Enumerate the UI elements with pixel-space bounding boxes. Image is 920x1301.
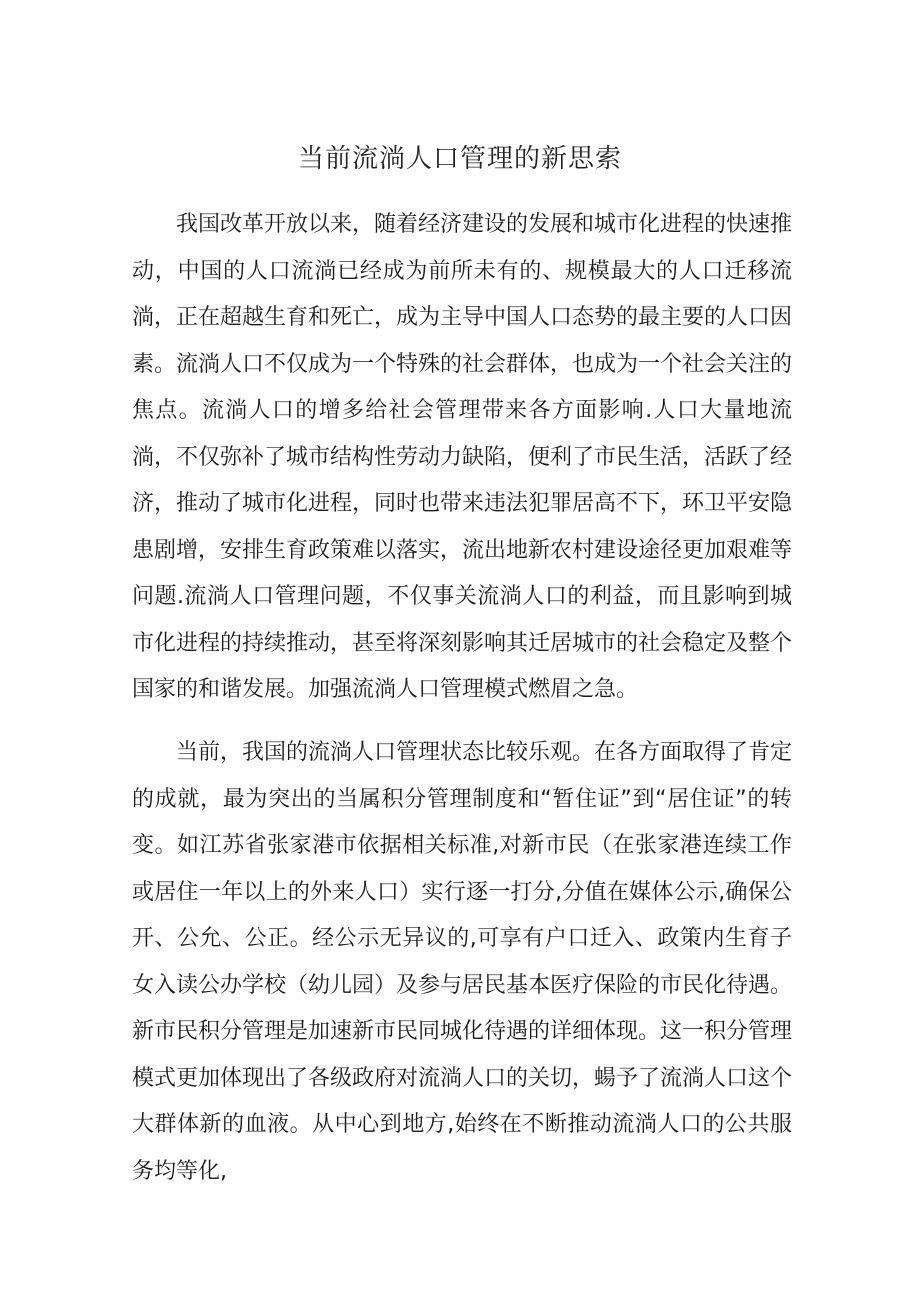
paragraph-2: 当前，我国的流淌人口管理状态比较乐观。在各方面取得了肯定的成就，最为突出的当属积分管理制度和“暂住证”到“居住证”的转变。如江苏省张家港市依据相关标准,对新市民（在张家港连续工作或居住一年以上的外来人口）实行逐一打分,分值在媒体公示,确保公开、公允、公正。经公示无异议的,可享有户口迁入、政策内生育子女入读公办学校（幼儿园）及参与居民基本医疗保险的市民化待遇。新市民积分管理是加速新市民同城化待遇的详细体现。这一积分管理模式更加体现出了各级政府对流淌人口的关切，蝪予了流淌人口这个大群体新的血液。从中心到地方,始终在不断推动流淌人口的公共服务均等化, xyxy=(132,740,793,1184)
paragraph-1: 我国改革开放以来，随着经济建设的发展和城市化进程的快速推动，中国的人口流淌已经成为前所未有的、规模最大的人口迁移流淌，正在超越生育和死亡，成为主导中国人口态势的最主要的人口因素。流淌人口不仅成为一个特殊的社会群体，也成为一个社会关注的焦点。流淌人口的增多给社会管理带来各方面影响.人口大量地流淌，不仅弥补了城市结构性劳动力缺陷，便利了市民生活，活跃了经济，推动了城市化进程，同时也带来违法犯罪居高不下，环卫平安隐患剧增，安排生育政策难以落实，流出地新农村建设途径更加艰难等问题.流淌人口管理问题，不仅事关流淌人口的利益，而且影响到城市化进程的持续推动，甚至将深刻影响其迁居城市的社会稳定及整个国家的和谐发展。加强流淌人口管理模式燃眉之急。 xyxy=(132,212,793,702)
document-title: 当前流淌人口管理的新思索 xyxy=(297,144,622,174)
